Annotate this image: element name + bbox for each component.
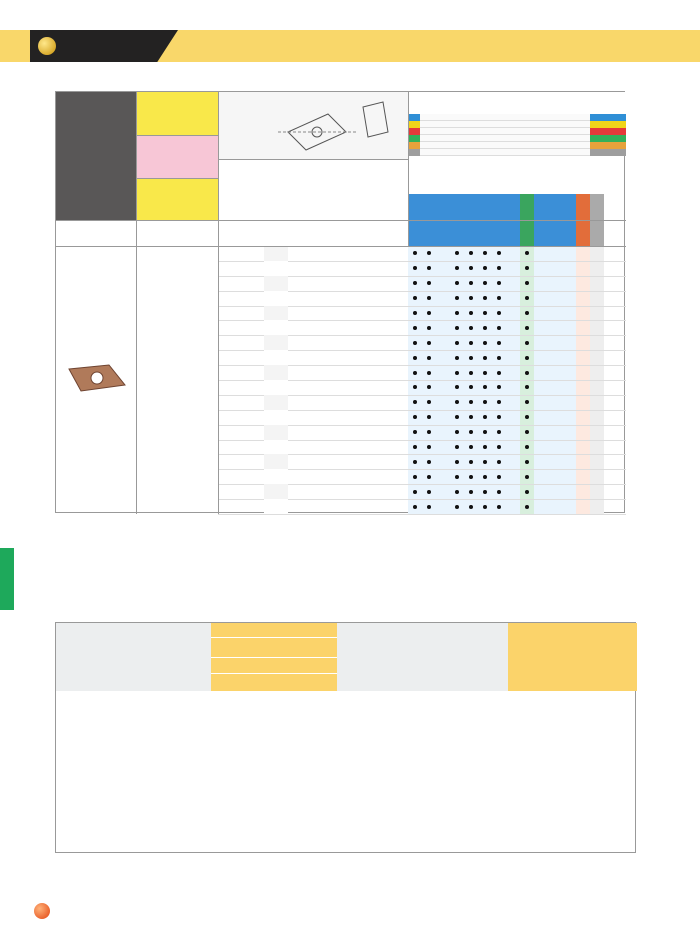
l-cell [264, 261, 288, 276]
w-cell [241, 335, 264, 350]
col-4 [311, 220, 341, 246]
model-cell [138, 306, 218, 321]
recommend-dot-icon [525, 505, 529, 509]
recommend-dot-icon [525, 311, 529, 315]
model-cell [138, 454, 218, 469]
product-name-line1 [136, 92, 218, 135]
l-cell [264, 306, 288, 321]
recommend-dot-icon [483, 505, 487, 509]
model-cell [138, 484, 218, 499]
recommend-dot-icon [483, 326, 487, 330]
material-name-N [590, 135, 626, 142]
recommend-dot-icon [497, 475, 501, 479]
material-name-H [590, 149, 626, 156]
material-code-H [408, 149, 420, 156]
holder-header [612, 182, 626, 246]
recommend-dot-icon [497, 356, 501, 360]
recommend-dot-icon [483, 371, 487, 375]
col-model [136, 220, 218, 246]
recommend-dot-icon [497, 505, 501, 509]
model-cell [138, 380, 218, 395]
material-row-H [420, 149, 590, 156]
product-code [56, 92, 136, 220]
recommend-dot-icon [469, 371, 473, 375]
recommend-dot-icon [413, 326, 417, 330]
table-border [408, 92, 409, 246]
recommend-dot-icon [525, 445, 529, 449]
insert-photo-icon [61, 357, 131, 397]
recommend-dot-icon [455, 326, 459, 330]
rear-head-l [211, 673, 274, 691]
recommend-dot-icon [497, 326, 501, 330]
w-cell [241, 261, 264, 276]
logo [30, 30, 178, 62]
l-cell [264, 440, 288, 455]
re-value [218, 370, 241, 382]
material-name-S [590, 142, 626, 149]
l-cell [264, 410, 288, 425]
col-2 [264, 220, 288, 246]
l-cell [264, 380, 288, 395]
model-cell [138, 276, 218, 291]
w-cell [241, 246, 264, 261]
recommend-dot-icon [483, 311, 487, 315]
model-cell [138, 246, 218, 261]
recommend-dot-icon [525, 326, 529, 330]
recommend-dot-icon [483, 475, 487, 479]
recommend-dot-icon [497, 460, 501, 464]
l-cell [264, 276, 288, 291]
recommend-dot-icon [469, 445, 473, 449]
recommend-dot-icon [455, 460, 459, 464]
holder-ref [604, 376, 626, 388]
w-cell [241, 276, 264, 291]
w-cell [241, 395, 264, 410]
material-name-K [590, 128, 626, 135]
product-table [55, 91, 625, 513]
recommend-dot-icon [497, 445, 501, 449]
group-a [341, 421, 366, 435]
recommend-dot-icon [469, 505, 473, 509]
cond-mat-head-left [56, 623, 211, 691]
l-cell [264, 320, 288, 335]
rec-grade-head [211, 623, 337, 637]
w-cell [241, 469, 264, 484]
col-6 [366, 220, 389, 246]
page-number [35, 904, 47, 918]
l-cell [264, 395, 288, 410]
model-cell [138, 291, 218, 306]
recommend-dot-icon [469, 490, 473, 494]
w-cell [241, 484, 264, 499]
recommend-dot-icon [497, 490, 501, 494]
col-0 [218, 220, 241, 246]
recommend-dot-icon [469, 311, 473, 315]
recommend-dot-icon [483, 460, 487, 464]
material-code-P [408, 114, 420, 121]
recommend-dot-icon [455, 371, 459, 375]
material-row-M [420, 121, 590, 128]
l-cell [264, 469, 288, 484]
w-cell [241, 291, 264, 306]
recommend-dot-icon [525, 371, 529, 375]
l-cell [264, 246, 288, 261]
recommend-dot-icon [455, 475, 459, 479]
md350-head [211, 657, 337, 673]
recommend-dot-icon [469, 326, 473, 330]
model-cell [138, 335, 218, 350]
recommend-dot-icon [483, 356, 487, 360]
recommend-dot-icon [413, 311, 417, 315]
recommend-dot-icon [413, 341, 417, 345]
recommend-dot-icon [483, 490, 487, 494]
w-cell [241, 320, 264, 335]
recommend-dot-icon [413, 490, 417, 494]
material-code-K [408, 128, 420, 135]
insert-image [61, 357, 131, 397]
material-row-S [420, 142, 590, 149]
group-H [366, 421, 389, 435]
recommend-dot-icon [483, 445, 487, 449]
w-cell [241, 350, 264, 365]
l-cell [264, 454, 288, 469]
table-border [136, 135, 218, 136]
logo-ball-icon [38, 37, 56, 55]
params-box [218, 159, 408, 220]
col-shape [56, 220, 136, 246]
recommend-dot-icon [427, 326, 431, 330]
l-cell [264, 499, 288, 514]
recommend-dot-icon [525, 475, 529, 479]
recommend-dot-icon [455, 490, 459, 494]
recommend-dot-icon [427, 475, 431, 479]
re-value [218, 346, 241, 358]
w-cell [241, 425, 264, 440]
material-code-M [408, 121, 420, 128]
l-cell [264, 350, 288, 365]
recommend-dot-icon [497, 341, 501, 345]
recommend-dot-icon [525, 341, 529, 345]
recommend-dot-icon [427, 490, 431, 494]
model-cell [138, 395, 218, 410]
l-cell [264, 425, 288, 440]
model-cell [138, 261, 218, 276]
recommend-dot-icon [427, 371, 431, 375]
recommend-dot-icon [469, 356, 473, 360]
recommend-dot-icon [427, 311, 431, 315]
recommend-dot-icon [427, 356, 431, 360]
insert-drawing-icon [218, 92, 408, 159]
model-cell [138, 365, 218, 380]
recommend-dot-icon [427, 460, 431, 464]
model-cell [138, 499, 218, 514]
recommend-dot-icon [455, 311, 459, 315]
recommend-dot-icon [455, 341, 459, 345]
material-row-N [420, 135, 590, 142]
recommend-dot-icon [497, 311, 501, 315]
recommend-dot-icon [469, 475, 473, 479]
recommend-dot-icon [413, 460, 417, 464]
recommend-dot-icon [525, 490, 529, 494]
col-1 [241, 220, 264, 246]
table-border [218, 159, 408, 160]
recommend-dot-icon [483, 341, 487, 345]
model-cell [138, 350, 218, 365]
product-name-line3 [136, 178, 218, 220]
l-cell [264, 291, 288, 306]
recommend-dot-icon [413, 505, 417, 509]
recommend-dot-icon [427, 445, 431, 449]
group-S [288, 421, 311, 435]
model-cell [138, 410, 218, 425]
material-name-P [590, 114, 626, 121]
w-cell [241, 440, 264, 455]
table-border [136, 92, 137, 514]
recommend-dot-icon [525, 460, 529, 464]
group-d [311, 291, 341, 305]
front-head-l [274, 673, 337, 691]
carbide-head [508, 623, 637, 691]
cutting-conditions-table [55, 622, 636, 853]
holder-ref [604, 364, 626, 376]
recommend-dot-icon [469, 341, 473, 345]
cond-mat-head-right [337, 623, 508, 691]
recommend-dot-icon [455, 445, 459, 449]
material-code-N [408, 135, 420, 142]
grade-group-pvd [408, 156, 536, 180]
w-cell [241, 365, 264, 380]
col-3 [288, 220, 311, 246]
side-tab [0, 548, 14, 610]
table-border [56, 246, 626, 247]
header-bar [0, 30, 700, 62]
recommend-dot-icon [413, 445, 417, 449]
table-border [218, 92, 219, 514]
model-cell [138, 469, 218, 484]
w-cell [241, 454, 264, 469]
pvd-head [211, 637, 337, 657]
l-cell [264, 484, 288, 499]
row-divider [218, 514, 626, 515]
model-cell [138, 320, 218, 335]
material-row-P [420, 114, 590, 121]
recommend-dot-icon [497, 371, 501, 375]
re-value [218, 358, 241, 370]
recommend-dot-icon [455, 356, 459, 360]
product-name-line2 [136, 135, 218, 178]
recommend-dot-icon [525, 356, 529, 360]
w-cell [241, 499, 264, 514]
recommend-dot-icon [413, 371, 417, 375]
group-H [366, 291, 389, 305]
insert-dimension-drawing [218, 92, 408, 159]
table-border [136, 178, 218, 179]
recommend-dot-icon [413, 475, 417, 479]
material-row-K [420, 128, 590, 135]
l-cell [264, 365, 288, 380]
model-cell [138, 440, 218, 455]
recommend-dot-icon [455, 505, 459, 509]
col-5 [341, 220, 366, 246]
recommend-dot-icon [427, 505, 431, 509]
group-S [288, 291, 311, 305]
model-cell [138, 425, 218, 440]
material-name-M [590, 121, 626, 128]
w-cell [241, 380, 264, 395]
l-cell [264, 335, 288, 350]
recommend-dot-icon [427, 341, 431, 345]
group-a [341, 291, 366, 305]
table-border [56, 220, 626, 221]
w-cell [241, 410, 264, 425]
legend-box [408, 92, 626, 114]
material-code-S [408, 142, 420, 149]
w-cell [241, 306, 264, 321]
group-d [311, 421, 341, 435]
recommend-dot-icon [413, 356, 417, 360]
recommend-dot-icon [469, 460, 473, 464]
